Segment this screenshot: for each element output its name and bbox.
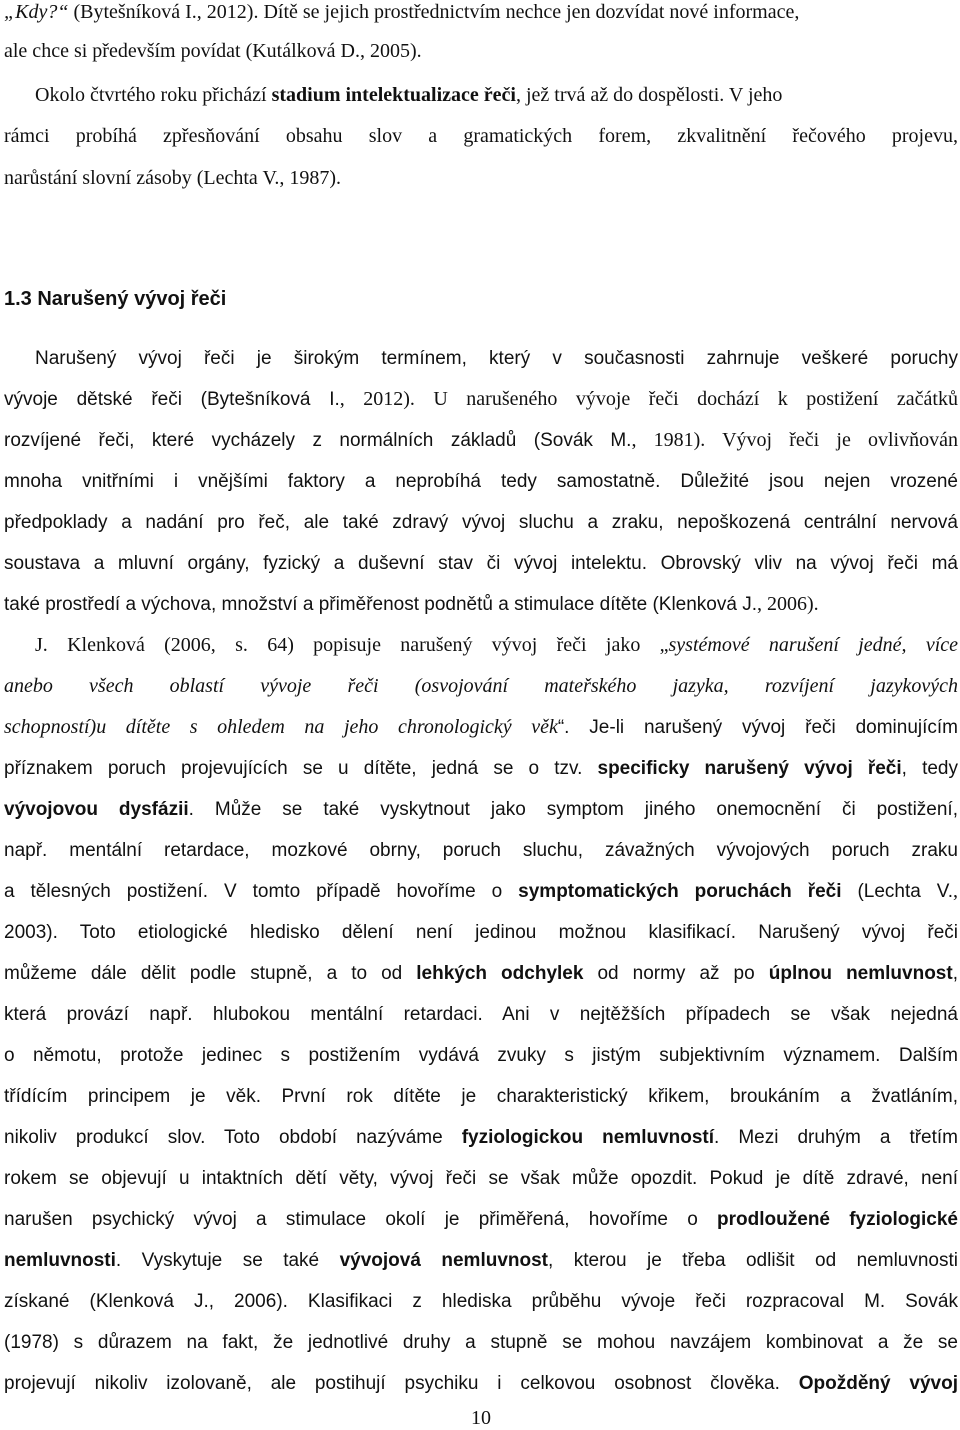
text-run: , 2006). Klasifikaci z hlediska průběhu vývoje řeči rozpracoval M. Sovák (208, 1291, 958, 1312)
text-run: (Bytešníková I., 2012). Dítě se jejich prostřednictvím nechce jen dozvídat nové informace, (68, 1, 800, 23)
text-run: , kterou je třeba odlišit od nemluvnosti (548, 1250, 958, 1271)
text-run: vývojová nemluvnost (339, 1250, 548, 1271)
text-line (4, 387, 958, 413)
text-run: např. mentální retardace, mozkové obrny, poruch sluchu, závažných vývojových poruch zraku (4, 840, 958, 861)
text-line (35, 83, 958, 109)
text-run: můžeme dále dělit podle stupně, a to od (4, 963, 417, 984)
text-run: , 1981). Vývoj řeči je ovlivňován (631, 429, 958, 451)
text-run: schopností)u dítěte s ohledem na jeho chronologický věk (4, 716, 558, 738)
text-run: systémové narušení jedné, více (668, 634, 959, 656)
text-line (4, 674, 958, 700)
text-line (4, 920, 958, 946)
text-run: nemluvnosti (4, 1250, 116, 1271)
text-line (35, 346, 958, 372)
text-line (4, 166, 958, 192)
text-run: nikoliv produkcí slov. Toto období nazýváme (4, 1127, 462, 1148)
text-run: lehkých odchylek (416, 963, 584, 984)
section-heading: 1.3 Narušený vývoj řeči (4, 288, 227, 310)
text-run: , (953, 880, 958, 902)
text-run: o němotu, protože jedinec s postižením vydává zvuky s jistým subjektivním významem. Dalším (4, 1045, 958, 1066)
text-run: narůstání slovní zásoby (Lechta V., 1987). (4, 167, 341, 189)
text-line (4, 756, 958, 782)
text-line (4, 1330, 958, 1356)
text-run: příznakem poruch projevujících se u dítěte, jedná se o tzv. (4, 758, 598, 779)
text-run: ale chce si především povídat (Kutálková D., 2005). (4, 40, 422, 62)
text-run: stadium intelektualizace řeči (271, 84, 516, 106)
text-run: úplnou nemluvnost (768, 963, 953, 984)
text-line (4, 0, 958, 26)
text-line (4, 715, 958, 741)
text-line (4, 879, 958, 905)
text-line (4, 1166, 958, 1192)
text-run: a tělesných postižení. V tomto případě hovoříme o (4, 881, 519, 902)
text-line (4, 1084, 958, 1110)
text-run: . Mezi druhým a třetím (714, 1127, 958, 1148)
text-run: vývoje dětské řeči (Bytešníková I. (4, 389, 340, 410)
document-page (4, 0, 958, 1429)
text-run: specificky narušený vývoj řeči (597, 758, 902, 779)
text-run: soustava a mluvní orgány, fyzický a duševní stav či vývoj intelektu. Obrovský vliv na vývoj řeči má (4, 553, 958, 574)
text-run: prodloužené fyziologické (717, 1209, 958, 1230)
text-run: , tedy (901, 758, 958, 779)
text-run: anebo všech oblastí vývoje řeči (osvojování mateřského jazyka, rozvíjení jazykových (4, 675, 958, 697)
text-line (4, 1289, 958, 1315)
text-line (4, 592, 958, 618)
text-run: 2003). Toto etiologické hledisko dělení není jedinou možnou klasifikací. Narušený vývoj řeči (4, 922, 958, 943)
text-line (4, 1248, 958, 1274)
text-line (4, 39, 958, 65)
text-line (35, 633, 958, 659)
text-run: J. Klenková (2006, s. 64) popisuje narušený vývoj řeči jako „ (35, 634, 669, 656)
text-run: získané (Klenková J. (4, 1291, 209, 1312)
text-run: narušen psychický vývoj a stimulace okolí je přiměřená, hovoříme o (4, 1209, 718, 1230)
text-run: . Může se také vyskytnout jako symptom jiného onemocnění či postižení, (188, 799, 958, 820)
text-run: , 2006). (757, 593, 819, 615)
text-line (4, 510, 958, 536)
text-run: předpoklady a nadání pro řeč, ale také zdravý vývoj sluchu a zraku, nepoškozená centrální nervová (4, 512, 958, 533)
text-line (4, 961, 958, 987)
text-run: , 2012). U narušeného vývoje řeči dochází k postižení začátků (339, 388, 958, 410)
text-run: , (952, 963, 958, 984)
text-run: fyziologickou nemluvností (461, 1127, 715, 1148)
text-run: rozvíjené řeči, které vycházely z normálních základů (Sovák M. (4, 430, 632, 451)
text-run: od normy až po (583, 963, 769, 984)
text-run: (Lechta V. (841, 881, 953, 902)
text-run: která provází např. hlubokou mentální retardaci. Ani v nejtěžších případech se však nejedná (4, 1004, 958, 1025)
text-line (4, 797, 958, 823)
text-line (4, 1002, 958, 1028)
text-run: „Kdy?“ (4, 1, 69, 23)
text-line (4, 1043, 958, 1069)
text-run: symptomatických poruchách řeči (518, 881, 842, 902)
text-run: Narušený vývoj řeči je širokým termínem, který v současnosti zahrnuje veškeré poruchy (35, 348, 958, 369)
text-line (4, 124, 958, 150)
text-line (4, 1207, 958, 1233)
text-run: Okolo čtvrtého roku přichází (35, 84, 272, 106)
text-run: projevují nikoliv izolovaně, ale postihují psychiku i celkovou osobnost člověka. (4, 1373, 799, 1394)
text-run: také prostředí a výchova, množství a přiměřenost podnětů a stimulace dítěte (Klenková J. (4, 594, 757, 615)
text-line (4, 469, 958, 495)
page-number: 10 (471, 1407, 491, 1429)
text-run: (1978) s důrazem na fakt, že jednotlivé druhy a stupně se mohou navzájem kombinovat a že se (4, 1332, 958, 1353)
text-run: , jež trvá až do dospělosti. V jeho (516, 84, 783, 106)
text-run: vývojovou dysfázii (4, 799, 189, 820)
text-line (4, 1371, 958, 1397)
text-run: mnoha vnitřními i vnějšími faktory a neprobíhá tedy samostatně. Důležité jsou nejen vrozené (4, 471, 958, 492)
text-run: . Vyskytuje se také (115, 1250, 340, 1271)
text-line (4, 1125, 958, 1151)
text-line (4, 838, 958, 864)
text-run: rámci probíhá zpřesňování obsahu slov a gramatických forem, zkvalitnění řečového projevu, (4, 125, 958, 147)
text-run: Opožděný vývoj (798, 1373, 959, 1394)
text-line (4, 551, 958, 577)
text-line (4, 428, 958, 454)
text-run: “. Je-li narušený vývoj řeči dominujícím (557, 717, 959, 738)
text-run: rokem se objevují u intaktních dětí věty, vývoj řeči se však může opozdit. Pokud je dítě zdravé, není (4, 1168, 958, 1189)
text-run: třídícím principem je věk. První rok dítěte je charakteristický křikem, broukáním a žvatláním, (4, 1086, 958, 1107)
